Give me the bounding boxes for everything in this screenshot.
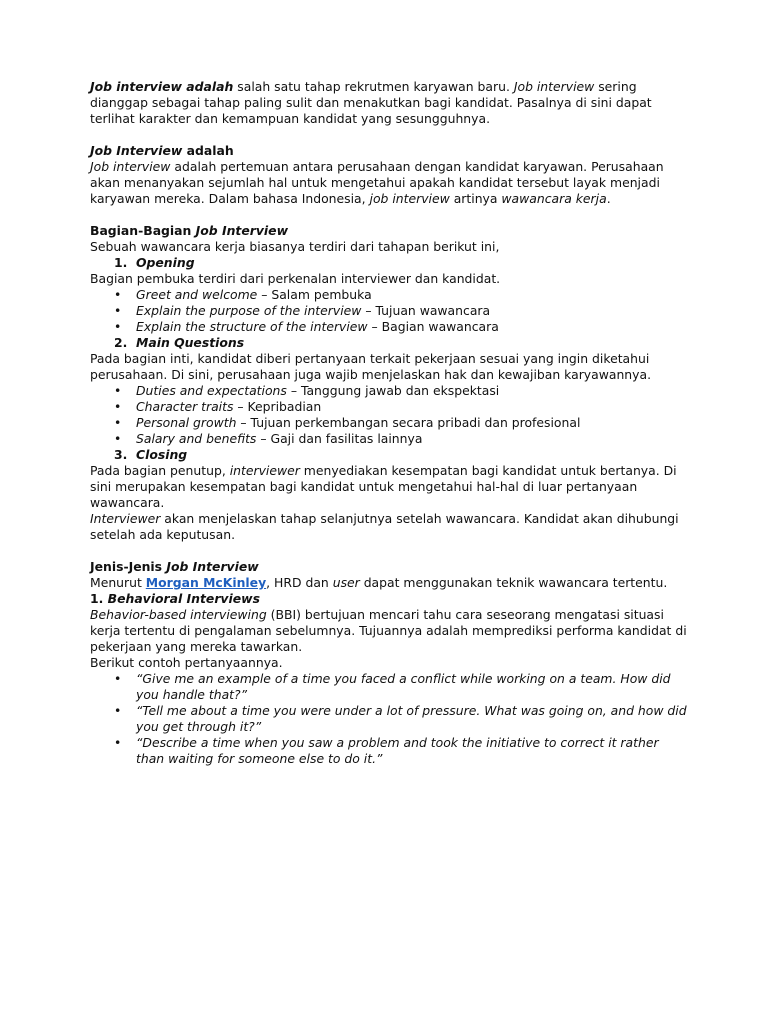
- stage-opening: 1. Opening: [114, 255, 195, 270]
- list-item: • Greet and welcome – Salam pembuka: [114, 287, 372, 302]
- list-item: • Duties and expectations – Tanggung jawab dan ekspektasi: [114, 383, 500, 398]
- list-item: • Explain the structure of the interview – Bagian wawancara: [114, 319, 499, 334]
- stage-list-main: [90, 335, 690, 351]
- list-item: • “Give me an example of a time you faced a conflict while working on a team. How did you handle that?”: [114, 671, 671, 702]
- subheading-behavioral: 1. Behavioral Interviews: [90, 591, 260, 606]
- bullet-icon: •: [114, 735, 122, 750]
- parts-intro: Sebuah wawancara kerja biasanya terdiri dari tahapan berikut ini,: [90, 239, 500, 254]
- list-item: • Salary and benefits – Gaji dan fasilitas lainnya: [114, 431, 423, 446]
- bullet-icon: •: [114, 303, 122, 318]
- stage-main-questions: 2. Main Questions: [114, 335, 245, 350]
- document-body: [90, 79, 690, 767]
- morgan-mckinley-link[interactable]: Morgan McKinley: [145, 575, 267, 590]
- opening-items: [90, 287, 690, 335]
- list-item: • Explain the purpose of the interview – Tujuan wawancara: [114, 303, 491, 318]
- main-items: [90, 383, 690, 447]
- intro-lead: Job interview adalah: [90, 79, 234, 94]
- section-heading-types: Jenis-Jenis Job Interview: [90, 559, 259, 574]
- examples-intro: Berikut contoh pertanyaannya.: [90, 655, 283, 670]
- bullet-icon: •: [114, 703, 122, 718]
- bullet-icon: •: [114, 431, 122, 446]
- stage-closing: 3. Closing: [114, 447, 188, 462]
- stage-list-opening: [90, 255, 690, 271]
- bullet-icon: •: [114, 287, 122, 302]
- bullet-icon: •: [114, 319, 122, 334]
- main-desc: Pada bagian inti, kandidat diberi pertanyaan terkait pekerjaan sesuai yang ingin diketahui perusahaan. Di sini, perusahaan juga wajib menjelaskan hak dan kewajiban karyawannya.: [90, 351, 652, 382]
- intro-paragraph: Job interview adalah salah satu tahap rekrutmen karyawan baru. Job interview sering dianggap sebagai tahap paling sulit dan menakutkan bagi kandidat. Pasalnya di sini dapat terlihat karakter dan kemampuan kandidat yang sesungguhnya.: [90, 79, 652, 126]
- bullet-icon: •: [114, 399, 122, 414]
- opening-desc: Bagian pembuka terdiri dari perkenalan interviewer dan kandidat.: [90, 271, 501, 286]
- section-heading-definition: Job Interview adalah: [90, 143, 234, 158]
- list-item: • “Tell me about a time you were under a lot of pressure. What was going on, and how did you get through it?”: [114, 703, 687, 734]
- example-questions: [90, 671, 690, 767]
- bullet-icon: •: [114, 415, 122, 430]
- list-item: • Character traits – Kepribadian: [114, 399, 322, 414]
- bullet-icon: •: [114, 383, 122, 398]
- closing-desc-2: Interviewer akan menjelaskan tahap selanjutnya setelah wawancara. Kandidat akan dihubungi setelah ada keputusan.: [90, 511, 679, 542]
- bbi-paragraph: Behavior-based interviewing (BBI) bertujuan mencari tahu cara seseorang mengatasi situasi kerja tertentu di pengalaman sebelumnya. Tujuannya adalah memprediksi performa kandidat di pekerjaan yang mereka tawarkan.: [90, 607, 687, 654]
- stage-list-closing: [90, 447, 690, 463]
- list-item: • “Describe a time when you saw a problem and took the initiative to correct it rather than waiting for someone else to do it.”: [114, 735, 659, 766]
- closing-desc-1: Pada bagian penutup, interviewer menyediakan kesempatan bagi kandidat untuk bertanya. Di sini merupakan kesempatan bagi kandidat untuk mengetahui hal-hal di luar pertanyaan wawancara.: [90, 463, 677, 510]
- bullet-icon: •: [114, 671, 122, 686]
- list-item: • Personal growth – Tujuan perkembangan secara pribadi dan profesional: [114, 415, 581, 430]
- section-heading-parts: Bagian-Bagian Job Interview: [90, 223, 289, 238]
- types-intro: Menurut Morgan McKinley, HRD dan user dapat menggunakan teknik wawancara tertentu.: [90, 575, 668, 590]
- definition-paragraph: Job interview adalah pertemuan antara perusahaan dengan kandidat karyawan. Perusahaan akan menanyakan sejumlah hal untuk mengetahui apakah kandidat tersebut layak menjadi karyawan mereka. Dalam bahasa Indonesia, job interview artinya wawancara kerja.: [90, 159, 664, 206]
